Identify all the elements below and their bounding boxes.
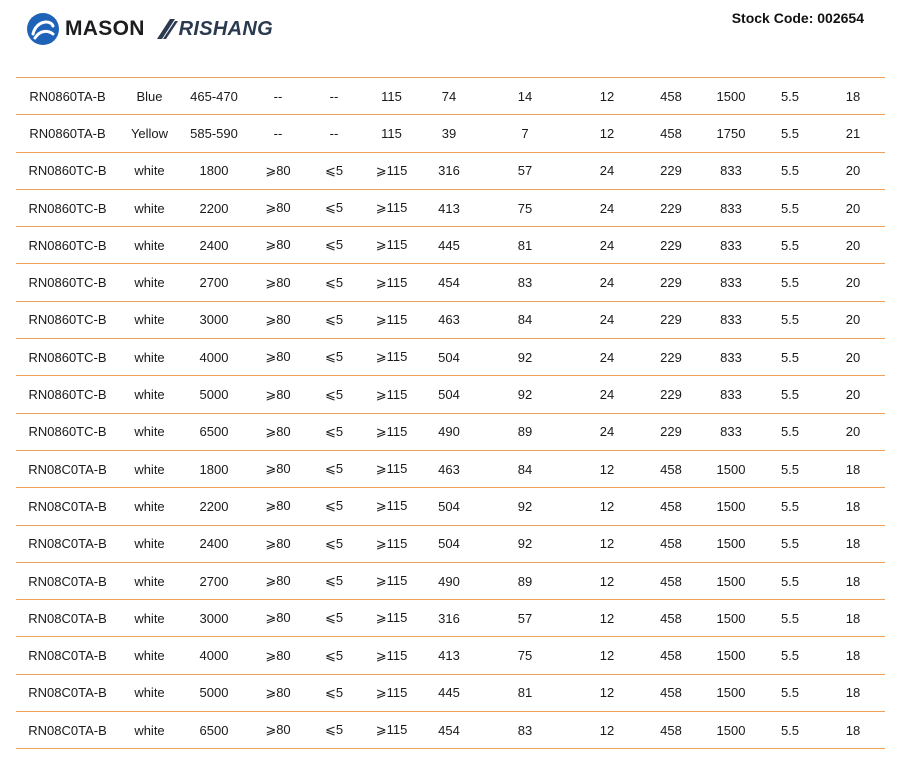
table-cell: 5.5 <box>759 450 821 487</box>
table-cell: ⩾80 <box>248 600 308 637</box>
table-cell: 1500 <box>703 637 759 674</box>
table-cell: 20 <box>821 152 885 189</box>
table-row <box>16 562 885 599</box>
table-cell: ⩽5 <box>308 376 360 413</box>
table-cell: 5000 <box>180 376 248 413</box>
brand-logo <box>26 12 273 46</box>
table-cell: 1500 <box>703 712 759 749</box>
table-cell: 18 <box>821 712 885 749</box>
table-cell: 454 <box>423 712 475 749</box>
table-row <box>16 301 885 338</box>
table-cell: 92 <box>475 525 575 562</box>
table-cell: 20 <box>821 301 885 338</box>
table-cell: 57 <box>475 152 575 189</box>
table-cell: 2700 <box>180 264 248 301</box>
table-cell: ⩽5 <box>308 227 360 264</box>
table-cell: 833 <box>703 152 759 189</box>
table-cell: white <box>119 488 180 525</box>
table-cell: 24 <box>575 227 639 264</box>
table-cell: 833 <box>703 413 759 450</box>
table-cell: 21 <box>821 115 885 152</box>
table-cell: ⩽5 <box>308 525 360 562</box>
table-cell: 20 <box>821 227 885 264</box>
table-cell: RN08C0TA-B <box>16 562 119 599</box>
table-cell: 229 <box>639 339 703 376</box>
table-cell: 5.5 <box>759 674 821 711</box>
table-cell: white <box>119 227 180 264</box>
table-cell: white <box>119 674 180 711</box>
table-cell: 5.5 <box>759 525 821 562</box>
table-cell: 585-590 <box>180 115 248 152</box>
table-cell: 18 <box>821 600 885 637</box>
table-cell: 5.5 <box>759 600 821 637</box>
table-cell: 5.5 <box>759 115 821 152</box>
brand-name-mason: MASON <box>65 17 145 40</box>
table-cell: RN08C0TA-B <box>16 488 119 525</box>
table-row <box>16 227 885 264</box>
table-cell: 18 <box>821 562 885 599</box>
table-cell: 1800 <box>180 152 248 189</box>
table-cell: ⩾115 <box>360 264 423 301</box>
table-cell: RN0860TC-B <box>16 227 119 264</box>
table-row <box>16 339 885 376</box>
table-row <box>16 376 885 413</box>
table-cell: 24 <box>575 264 639 301</box>
table-cell: 463 <box>423 450 475 487</box>
table-cell: 24 <box>575 376 639 413</box>
table-cell: 12 <box>575 525 639 562</box>
table-cell: white <box>119 413 180 450</box>
table-cell: white <box>119 189 180 226</box>
table-cell: 24 <box>575 413 639 450</box>
table-cell: white <box>119 301 180 338</box>
table-cell: ⩾80 <box>248 712 308 749</box>
table-cell: white <box>119 600 180 637</box>
table-cell: ⩾115 <box>360 189 423 226</box>
table-cell: ⩽5 <box>308 600 360 637</box>
table-cell: 5.5 <box>759 264 821 301</box>
table-row <box>16 674 885 711</box>
table-cell: 12 <box>575 674 639 711</box>
table-cell: 445 <box>423 227 475 264</box>
mason-logo-icon <box>26 12 60 46</box>
table-cell: white <box>119 562 180 599</box>
table-cell: 458 <box>639 637 703 674</box>
table-cell: 5.5 <box>759 413 821 450</box>
table-cell: RN0860TC-B <box>16 376 119 413</box>
table-cell: ⩽5 <box>308 189 360 226</box>
table-cell: ⩾80 <box>248 301 308 338</box>
table-cell: 5.5 <box>759 78 821 115</box>
table-cell: 454 <box>423 264 475 301</box>
table-cell: ⩾115 <box>360 450 423 487</box>
table-cell: -- <box>308 78 360 115</box>
table-row <box>16 152 885 189</box>
table-cell: 1500 <box>703 525 759 562</box>
table-cell: ⩾80 <box>248 562 308 599</box>
table-cell: 229 <box>639 152 703 189</box>
table-cell: 229 <box>639 227 703 264</box>
table-cell: ⩾80 <box>248 525 308 562</box>
table-cell: 504 <box>423 488 475 525</box>
table-cell: white <box>119 264 180 301</box>
table-cell: 2200 <box>180 189 248 226</box>
table-cell: white <box>119 339 180 376</box>
table-cell: 20 <box>821 376 885 413</box>
table-cell: 2700 <box>180 562 248 599</box>
table-cell: ⩾80 <box>248 488 308 525</box>
table-row <box>16 78 885 115</box>
table-cell: 115 <box>360 78 423 115</box>
table-cell: 833 <box>703 264 759 301</box>
table-cell: ⩽5 <box>308 339 360 376</box>
table-cell: 6500 <box>180 413 248 450</box>
table-cell: 2400 <box>180 227 248 264</box>
table-cell: 1500 <box>703 674 759 711</box>
table-cell: white <box>119 376 180 413</box>
table-cell: ⩾80 <box>248 376 308 413</box>
table-cell: 12 <box>575 78 639 115</box>
spec-table-body <box>16 78 885 749</box>
table-cell: 1750 <box>703 115 759 152</box>
table-cell: 458 <box>639 115 703 152</box>
table-cell: 115 <box>360 115 423 152</box>
table-cell: 81 <box>475 674 575 711</box>
table-cell: 504 <box>423 525 475 562</box>
table-cell: 75 <box>475 637 575 674</box>
table-cell: ⩾115 <box>360 301 423 338</box>
table-cell: ⩾115 <box>360 376 423 413</box>
table-cell: 5.5 <box>759 339 821 376</box>
table-cell: 504 <box>423 376 475 413</box>
table-cell: 5.5 <box>759 376 821 413</box>
page-header <box>0 0 900 70</box>
table-row <box>16 637 885 674</box>
table-cell: 316 <box>423 152 475 189</box>
table-cell: ⩾115 <box>360 339 423 376</box>
table-cell: 2400 <box>180 525 248 562</box>
table-cell: 445 <box>423 674 475 711</box>
table-cell: 458 <box>639 488 703 525</box>
table-cell: ⩾115 <box>360 562 423 599</box>
table-cell: RN0860TC-B <box>16 339 119 376</box>
table-row <box>16 712 885 749</box>
table-cell: white <box>119 637 180 674</box>
table-cell: ⩾80 <box>248 674 308 711</box>
table-cell: 833 <box>703 189 759 226</box>
table-cell: 84 <box>475 301 575 338</box>
table-cell: 458 <box>639 78 703 115</box>
table-cell: 833 <box>703 301 759 338</box>
table-cell: 2200 <box>180 488 248 525</box>
table-cell: 229 <box>639 264 703 301</box>
table-cell: 20 <box>821 189 885 226</box>
table-row <box>16 600 885 637</box>
table-cell: 81 <box>475 227 575 264</box>
table-cell: white <box>119 712 180 749</box>
table-cell: 229 <box>639 413 703 450</box>
table-cell: RN0860TC-B <box>16 301 119 338</box>
table-cell: ⩾80 <box>248 637 308 674</box>
table-cell: 57 <box>475 600 575 637</box>
table-row <box>16 488 885 525</box>
table-cell: -- <box>248 115 308 152</box>
table-cell: 18 <box>821 637 885 674</box>
table-cell: ⩽5 <box>308 301 360 338</box>
table-cell: 5.5 <box>759 152 821 189</box>
table-cell: Yellow <box>119 115 180 152</box>
table-row <box>16 264 885 301</box>
table-cell: 5.5 <box>759 637 821 674</box>
table-cell: RN08C0TA-B <box>16 600 119 637</box>
table-cell: ⩾115 <box>360 152 423 189</box>
table-cell: 229 <box>639 189 703 226</box>
table-cell: 5.5 <box>759 488 821 525</box>
table-cell: ⩾80 <box>248 189 308 226</box>
table-cell: white <box>119 525 180 562</box>
table-cell: 458 <box>639 600 703 637</box>
table-cell: 20 <box>821 264 885 301</box>
table-cell: 18 <box>821 674 885 711</box>
table-cell: 1500 <box>703 78 759 115</box>
table-cell: ⩾80 <box>248 264 308 301</box>
table-cell: 89 <box>475 562 575 599</box>
rishang-slash-icon <box>154 18 178 40</box>
table-cell: ⩾115 <box>360 712 423 749</box>
table-cell: 5.5 <box>759 712 821 749</box>
table-cell: ⩾80 <box>248 339 308 376</box>
table-row <box>16 115 885 152</box>
table-cell: 24 <box>575 301 639 338</box>
table-cell: 1500 <box>703 600 759 637</box>
table-cell: ⩽5 <box>308 264 360 301</box>
table-row <box>16 413 885 450</box>
table-cell: -- <box>308 115 360 152</box>
table-cell: 1500 <box>703 562 759 599</box>
table-cell: ⩾80 <box>248 450 308 487</box>
table-cell: 24 <box>575 339 639 376</box>
table-cell: 83 <box>475 264 575 301</box>
table-cell: 4000 <box>180 339 248 376</box>
table-cell: 229 <box>639 301 703 338</box>
table-cell: 92 <box>475 339 575 376</box>
stock-code: Stock Code: 002654 <box>731 10 864 26</box>
table-cell: 89 <box>475 413 575 450</box>
table-cell: 316 <box>423 600 475 637</box>
table-cell: -- <box>248 78 308 115</box>
table-cell: 490 <box>423 562 475 599</box>
table-cell: 413 <box>423 637 475 674</box>
table-cell: RN0860TC-B <box>16 152 119 189</box>
table-cell: RN0860TA-B <box>16 78 119 115</box>
table-cell: 12 <box>575 712 639 749</box>
table-cell: ⩾115 <box>360 637 423 674</box>
table-cell: 18 <box>821 450 885 487</box>
spec-table <box>16 77 885 749</box>
table-cell: 12 <box>575 450 639 487</box>
table-cell: ⩾115 <box>360 227 423 264</box>
table-cell: 18 <box>821 488 885 525</box>
table-cell: 1500 <box>703 450 759 487</box>
table-cell: 39 <box>423 115 475 152</box>
table-cell: ⩽5 <box>308 413 360 450</box>
table-cell: 463 <box>423 301 475 338</box>
table-cell: 465-470 <box>180 78 248 115</box>
table-cell: 1800 <box>180 450 248 487</box>
table-cell: 4000 <box>180 637 248 674</box>
table-cell: 24 <box>575 189 639 226</box>
table-cell: RN0860TC-B <box>16 264 119 301</box>
table-cell: 3000 <box>180 600 248 637</box>
brand-name-rishang: RISHANG <box>178 17 273 40</box>
table-row <box>16 525 885 562</box>
table-cell: 5.5 <box>759 227 821 264</box>
table-cell: 490 <box>423 413 475 450</box>
table-cell: 229 <box>639 376 703 413</box>
table-cell: ⩾115 <box>360 600 423 637</box>
spec-table-container <box>16 77 885 749</box>
table-cell: RN08C0TA-B <box>16 712 119 749</box>
table-row <box>16 450 885 487</box>
table-cell: 458 <box>639 674 703 711</box>
table-cell: 12 <box>575 115 639 152</box>
table-cell: 458 <box>639 712 703 749</box>
table-cell: 6500 <box>180 712 248 749</box>
table-cell: 18 <box>821 78 885 115</box>
table-cell: ⩽5 <box>308 674 360 711</box>
table-cell: 84 <box>475 450 575 487</box>
table-cell: 3000 <box>180 301 248 338</box>
table-cell: 5.5 <box>759 301 821 338</box>
table-cell: 833 <box>703 227 759 264</box>
table-cell: 413 <box>423 189 475 226</box>
table-row <box>16 189 885 226</box>
table-cell: 504 <box>423 339 475 376</box>
table-cell: ⩽5 <box>308 488 360 525</box>
table-cell: 75 <box>475 189 575 226</box>
table-cell: 12 <box>575 488 639 525</box>
table-cell: ⩾115 <box>360 525 423 562</box>
table-cell: RN0860TC-B <box>16 189 119 226</box>
table-cell: 24 <box>575 152 639 189</box>
table-cell: RN08C0TA-B <box>16 674 119 711</box>
table-cell: 92 <box>475 488 575 525</box>
table-cell: 458 <box>639 450 703 487</box>
table-cell: RN0860TA-B <box>16 115 119 152</box>
table-cell: ⩽5 <box>308 637 360 674</box>
table-cell: ⩾115 <box>360 413 423 450</box>
table-cell: ⩽5 <box>308 450 360 487</box>
table-cell: 12 <box>575 562 639 599</box>
table-cell: Blue <box>119 78 180 115</box>
table-cell: 5000 <box>180 674 248 711</box>
table-cell: white <box>119 450 180 487</box>
table-cell: RN08C0TA-B <box>16 450 119 487</box>
table-cell: ⩾80 <box>248 227 308 264</box>
table-cell: ⩾115 <box>360 674 423 711</box>
table-cell: 458 <box>639 525 703 562</box>
table-cell: 833 <box>703 376 759 413</box>
table-cell: ⩽5 <box>308 152 360 189</box>
table-cell: ⩾115 <box>360 488 423 525</box>
table-cell: 14 <box>475 78 575 115</box>
table-cell: 92 <box>475 376 575 413</box>
table-cell: RN08C0TA-B <box>16 525 119 562</box>
table-cell: ⩽5 <box>308 712 360 749</box>
table-cell: ⩾80 <box>248 152 308 189</box>
table-cell: 5.5 <box>759 562 821 599</box>
table-cell: RN0860TC-B <box>16 413 119 450</box>
table-cell: RN08C0TA-B <box>16 637 119 674</box>
table-cell: 458 <box>639 562 703 599</box>
table-cell: 833 <box>703 339 759 376</box>
table-cell: 1500 <box>703 488 759 525</box>
table-cell: 20 <box>821 413 885 450</box>
table-cell: 12 <box>575 637 639 674</box>
table-cell: ⩾80 <box>248 413 308 450</box>
table-cell: 18 <box>821 525 885 562</box>
table-cell: white <box>119 152 180 189</box>
table-cell: 20 <box>821 339 885 376</box>
table-cell: 83 <box>475 712 575 749</box>
table-cell: 74 <box>423 78 475 115</box>
table-cell: 7 <box>475 115 575 152</box>
table-cell: 12 <box>575 600 639 637</box>
table-cell: 5.5 <box>759 189 821 226</box>
table-cell: ⩽5 <box>308 562 360 599</box>
